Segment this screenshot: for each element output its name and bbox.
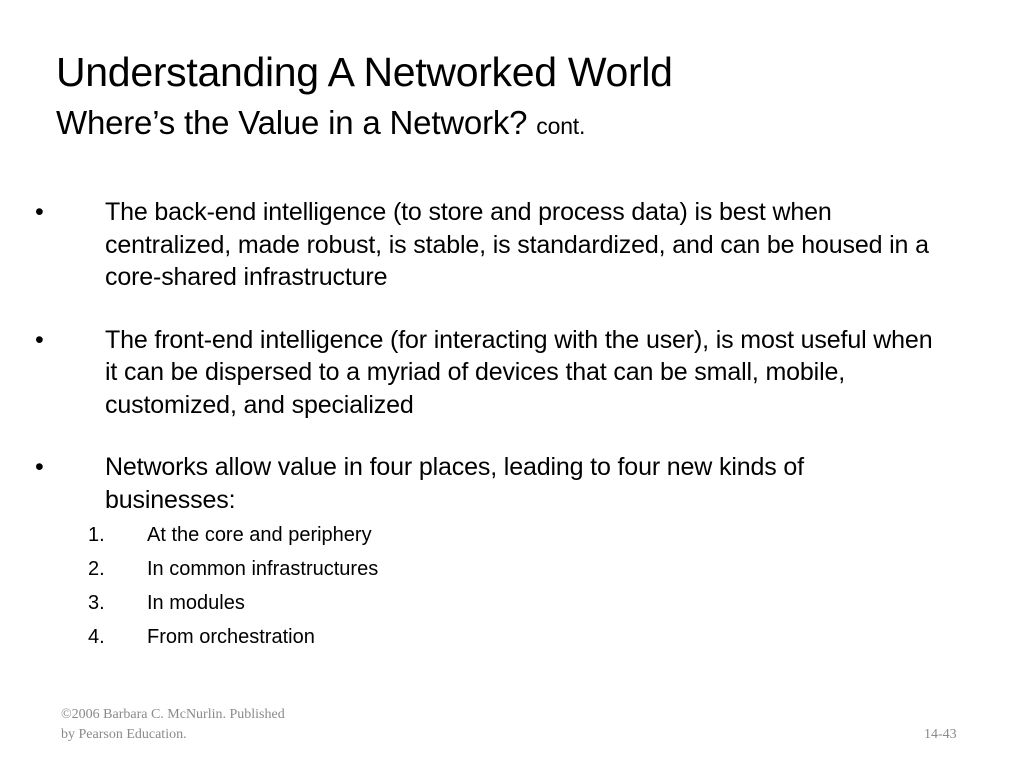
numbered-list [0, 518, 1024, 654]
numbered-item [0, 518, 1024, 552]
bullet-item [0, 196, 1024, 294]
item-text: At the core and periphery [147, 524, 372, 546]
numbered-item [0, 620, 1024, 654]
bullet-text: Networks allow value in four places, leading to four new kinds of businesses: [105, 453, 804, 514]
numbered-item [0, 552, 1024, 586]
subtitle-text: Where’s the Value in a Network? [56, 104, 528, 141]
item-number: 4. [88, 626, 105, 648]
slide-subtitle [56, 100, 976, 149]
footer-page-number: 14-43 [924, 727, 957, 742]
item-text: From orchestration [147, 626, 315, 648]
item-text: In modules [147, 592, 245, 614]
slide-title: Understanding A Networked World [56, 49, 673, 95]
title-block [56, 44, 976, 149]
bullet-marker: • [35, 325, 44, 354]
bullet-text: The back-end intelligence (to store and process data) is best when centralized, made robust, is stable, is standardized, and can be housed in a core-shared infrastructure [105, 198, 929, 291]
bullet-item [0, 324, 1024, 422]
subtitle-suffix: cont. [536, 113, 586, 139]
item-number: 2. [88, 558, 105, 580]
bullet-text: The front-end intelligence (for interacting with the user), is most useful when it can be dispersed to a myriad of devices that can be small, mobile, customized, and specialized [105, 325, 933, 419]
bullet-item [0, 451, 1024, 516]
item-number: 3. [88, 592, 105, 614]
footer-copyright: ©2006 Barbara C. McNurlin. Published by Pearson Education. [61, 707, 285, 742]
item-text: In common infrastructures [147, 558, 379, 580]
slide-content [0, 196, 1024, 654]
item-number: 1. [88, 524, 105, 546]
bullet-marker: • [35, 198, 44, 226]
numbered-item [0, 586, 1024, 620]
bullet-marker: • [35, 453, 44, 481]
